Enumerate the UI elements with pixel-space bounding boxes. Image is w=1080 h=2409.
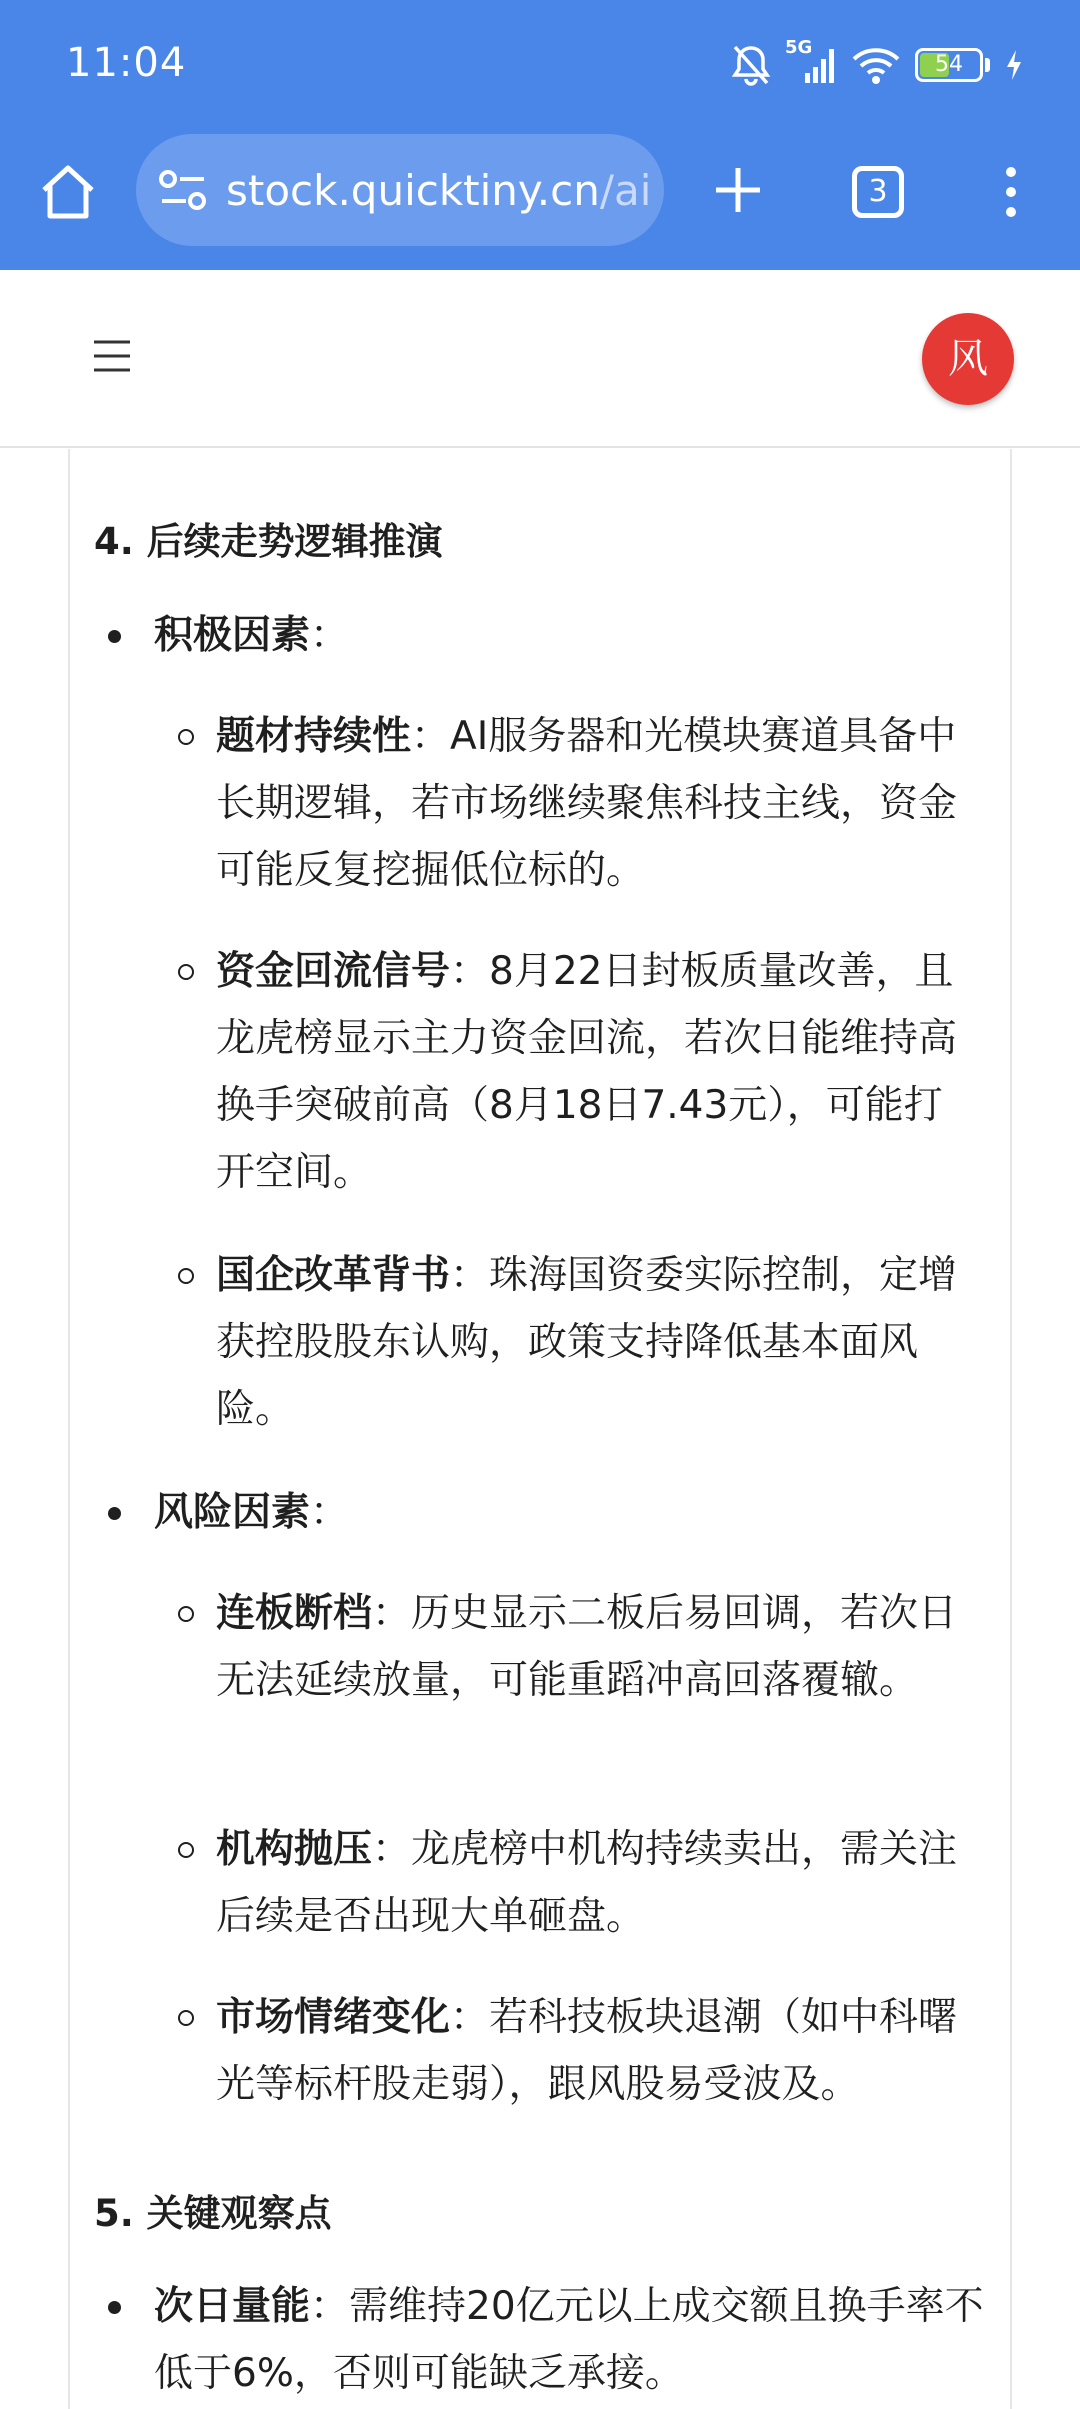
positive-factors-colon: ： — [310, 613, 350, 658]
avatar[interactable]: 风 — [922, 313, 1014, 405]
list-item: 国企改革背书：珠海国资委实际控制，定增获控股股东认购，政策支持降低基本面风险。 — [216, 1242, 976, 1443]
item-text: 历史显示二板后易回调，若次日无法延续放量，可能重蹈冲高回落覆辙。 — [216, 1591, 958, 1703]
item-term: 题材持续性 — [216, 714, 412, 759]
tabs-count-button[interactable]: 3 — [852, 166, 904, 218]
status-bar — [0, 0, 1080, 130]
list-item: 资金回流信号：8月22日封板质量改善，且龙虎榜显示主力资金回流，若次日能维持高换手突破前高（8月18日7.43元），可能打开空间。 — [216, 938, 976, 1206]
battery-percent: 54 — [935, 52, 963, 77]
home-icon[interactable] — [36, 160, 100, 224]
risk-factors-label: 风险因素 — [154, 1490, 311, 1535]
list-item: 市场情绪变化：若科技板块退潮（如中科曙光等标杆股走弱），跟风股易受波及。 — [216, 1984, 976, 2118]
item-term: 国企改革背书 — [216, 1253, 451, 1298]
signal-icon — [785, 37, 837, 87]
item-term: 连板断档 — [216, 1591, 373, 1636]
page-header — [0, 270, 1080, 448]
new-tab-plus-icon[interactable] — [706, 158, 770, 222]
url-path: /ai — [599, 165, 652, 215]
status-time: 11:04 — [66, 40, 187, 86]
item-text: 若科技板块退潮（如中科曙光等标杆股走弱），跟风股易受波及。 — [216, 1995, 958, 2107]
item-text: 8月22日封板质量改善，且龙虎榜显示主力资金回流，若次日能维持高换手突破前高（8月18日7.43元），可能打开空间。 — [216, 949, 958, 1195]
list-item: 机构抛压：龙虎榜中机构持续卖出，需关注后续是否出现大单砸盘。 — [216, 1816, 976, 1950]
positive-factors-item — [154, 602, 349, 669]
list-item: 连板断档：历史显示二板后易回调，若次日无法延续放量，可能重蹈冲高回落覆辙。 — [216, 1580, 976, 1714]
list-item: 次日量能：需维持20亿元以上成交额且换手率不低于6%，否则可能缺乏承接。 — [154, 2273, 1004, 2407]
section-4-title: 4. 后续走势逻辑推演 — [94, 520, 443, 563]
battery-icon — [915, 48, 983, 82]
url-domain: stock.quicktiny.cn — [226, 165, 600, 215]
url-bar[interactable] — [136, 134, 664, 246]
risk-factors-item — [154, 1479, 349, 1546]
wifi-icon — [851, 45, 901, 85]
hamburger-icon[interactable] — [92, 336, 132, 376]
risk-factors-colon: ： — [310, 1490, 350, 1535]
list-item: 题材持续性：AI服务器和光模块赛道具备中长期逻辑，若市场继续聚焦科技主线，资金可能反复挖掘低位标的。 — [216, 703, 976, 904]
item-term: 市场情绪变化 — [216, 1995, 451, 2040]
section-5-title: 5. 关键观察点 — [94, 2192, 332, 2235]
item-term: 机构抛压 — [216, 1827, 373, 1872]
item-text: AI服务器和光模块赛道具备中长期逻辑，若市场继续聚焦科技主线，资金可能反复挖掘低位标的。 — [216, 714, 958, 893]
site-settings-icon[interactable] — [158, 168, 208, 212]
item-text: 龙虎榜中机构持续卖出，需关注后续是否出现大单砸盘。 — [216, 1827, 958, 1939]
url-text — [226, 166, 651, 215]
article-card — [68, 449, 1012, 2409]
item-term: 次日量能 — [154, 2284, 311, 2329]
positive-factors-label: 积极因素 — [154, 613, 311, 658]
status-icons — [731, 37, 1024, 90]
network-type-label: 5G — [785, 37, 813, 58]
more-vert-icon[interactable] — [996, 160, 1026, 224]
browser-toolbar — [0, 130, 1080, 270]
charging-icon — [1004, 48, 1024, 82]
item-text: 需维持20亿元以上成交额且换手率不低于6%，否则可能缺乏承接。 — [154, 2284, 984, 2396]
item-term: 资金回流信号 — [216, 949, 451, 994]
item-text: 珠海国资委实际控制，定增获控股股东认购，政策支持降低基本面风险。 — [216, 1253, 958, 1432]
bell-off-icon — [731, 43, 771, 87]
battery-tip — [985, 58, 990, 72]
